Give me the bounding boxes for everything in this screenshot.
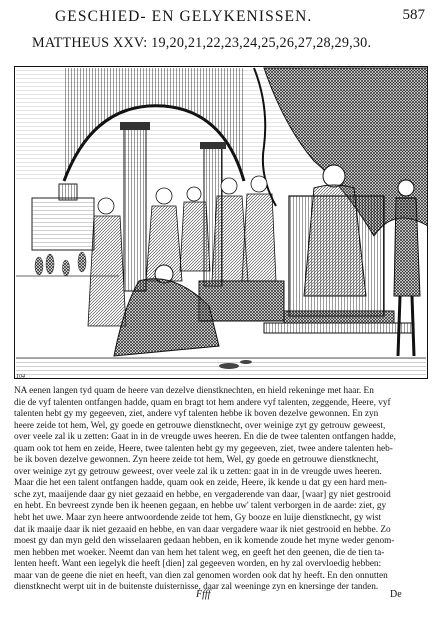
plate-number: 104 bbox=[16, 374, 25, 380]
text-line: Maar die het een talent ontfangen hadde, quam ook en zeide, Heere, ik kende u dat gy een hard men- bbox=[14, 478, 387, 489]
text-line: men hebben met woeker. Neemt dan van hem het talent weg, en geeft het den geenen, die de tien ta- bbox=[14, 547, 385, 558]
text-line: lenten heeft. Want een iegelyk die heeft [dien] zal gegeeven worden, en hy zal overvloedig hebben: bbox=[14, 559, 382, 570]
text-line: NA eenen langen tyd quam de heere van dezelve dienstknechten, en hield rekeninge met haar. En bbox=[14, 386, 374, 396]
text-line: be ik boven dezelve gewonnen. Zyn heere zeide tot hem, Wel, gy goede en getrouwe dienstknecht, bbox=[14, 455, 379, 466]
signature-mark: Ffff bbox=[196, 589, 211, 600]
page-number: 587 bbox=[402, 7, 425, 23]
text-line: heere zeide tot hem, Wel, gy goede en getrouwe dienstknecht, over weinige zyt gy getrouw geweest, bbox=[14, 420, 386, 431]
text-line: en hebt. En bevreest zynde ben ik heenen gegaan, en hebbe uw' talent verborgen in de aarde: ziet, gy bbox=[14, 501, 387, 512]
text-line: talenten hebt gy my gegeeven, ziet, andere vyf talenten hebbe ik boven dezelve gewonnen. En zyn bbox=[14, 409, 379, 420]
text-line: moest gy dan myn geld den wisselaaren gedaan hebben, en ik komende zoude het myne weder genom- bbox=[14, 536, 395, 547]
text-line: hebt het uwe. Maar zyn heere antwoordende zeide tot hem, Gy booze en luije dienstknecht, gy wist bbox=[14, 513, 382, 524]
catchword: De bbox=[390, 589, 402, 600]
text-line: maar van de geene die niet en heeft, van dien zal genomen worden ook dat hy heeft. En den onnutten bbox=[14, 570, 388, 581]
text-line: over veele zal ik u zetten: Gaat in in de vreugde uwes heeren. En die de twee talenten ontfangen hadde, bbox=[14, 432, 396, 443]
body-text bbox=[14, 386, 428, 594]
text-line: die de vyf talenten ontfangen hadde, quam en bragt tot hem andere vyf talenten, zeggende, Heere, vyf bbox=[14, 397, 391, 408]
background-building bbox=[32, 198, 94, 250]
text-line: sche zyt, maaijende daar gy niet gezaaid en hebbe, en vergaderende van daar, [waar] gy niet gestrooid bbox=[14, 489, 391, 500]
text-line: over weinige zyt gy getrouw geweest, over veele zal ik u zetten: gaat in in de vreugde uwes heeren. bbox=[14, 466, 382, 477]
text-line: dat ik maaije daar ik niet gezaaid en hebbe, en van daar vergadere waar ik niet gestrooid en hebbe. Zo bbox=[14, 524, 391, 535]
pillar bbox=[124, 126, 146, 291]
running-title: GESCHIED- EN GELYKENISSEN. bbox=[55, 8, 313, 25]
text-line: dienstknecht werpt uit in de buitenste duisternisse, daar zal weeninge zyn en knersinge der tanden. bbox=[14, 582, 379, 593]
text-line: quam ook tot hem en zeide, Heere, twee talenten hebt gy my gegeeven, ziet, twee andere talenten heb- bbox=[14, 443, 393, 454]
scripture-reference: MATTHEUS XXV: 19,20,21,22,23,24,25,26,27,28,29,30. bbox=[32, 35, 372, 51]
engraving-illustration bbox=[14, 66, 428, 379]
